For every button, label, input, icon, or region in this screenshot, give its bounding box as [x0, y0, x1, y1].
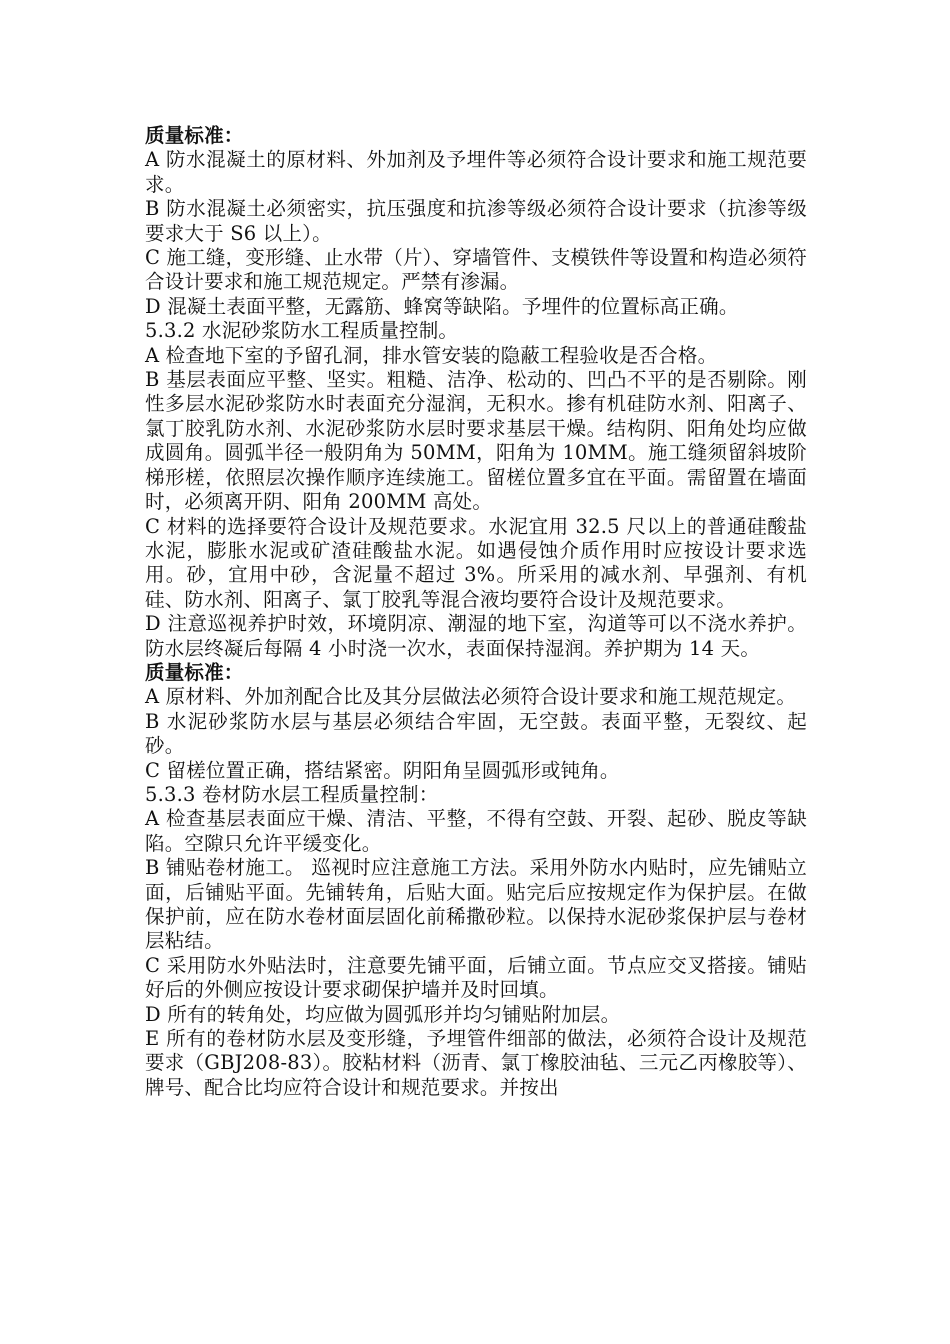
paragraph: D 注意巡视养护时效，环境阴凉、潮湿的地下室，沟道等可以不浇水养护。防水层终凝后每隔 4 小时浇一次水，表面保持湿润。养护期为 14 天。 — [145, 612, 807, 660]
paragraph: A 防水混凝土的原材料、外加剂及予埋件等必须符合设计要求和施工规范要求。 — [145, 148, 807, 196]
paragraph: C 施工缝，变形缝、止水带（片）、穿墙管件、支模铁件等设置和构造必须符合设计要求和施工规范规定。严禁有渗漏。 — [145, 246, 807, 294]
paragraph: D 混凝土表面平整，无露筋、蜂窝等缺陷。予埋件的位置标高正确。 — [145, 294, 739, 318]
document-body — [145, 124, 807, 1100]
paragraph: D 所有的转角处，均应做为圆弧形并均匀铺贴附加层。 — [145, 1002, 621, 1026]
paragraph: E 所有的卷材防水层及变形缝，予埋管件细部的做法，必须符合设计及规范要求（GBJ208-83）。胶粘材料（沥青、氯丁橡胶油毡、三元乙丙橡胶等）、牌号、配合比均应符合设计和规范要求。并按出 — [145, 1027, 807, 1099]
paragraph: B 铺贴卷材施工。 巡视时应注意施工方法。采用外防水内贴时，应先铺贴立面，后铺贴平面。先铺转角，后贴大面。贴完后应按规定作为保护层。在做保护前，应在防水卷材面层固化前稀撒砂粒。以保持水泥砂浆保护层与卷材层粘结。 — [145, 856, 807, 953]
paragraph: C 材料的选择要符合设计及规范要求。水泥宜用 32.5 尺以上的普通硅酸盐水泥，膨胀水泥或矿渣硅酸盐水泥。如遇侵蚀介质作用时应按设计要求选用。砂，宜用中砂，含泥量不超过 3%。所采用的减水剂、早强剂、有机硅、防水剂、阳离子、氯丁胶乳等混合液均要符合设计及规范要求。 — [145, 514, 807, 611]
paragraph: B 基层表面应平整、坚实。粗糙、洁净、松动的、凹凸不平的是否剔除。刚性多层水泥砂浆防水时表面充分湿润，无积水。掺有机硅防水剂、阳离子、氯丁胶乳防水剂、水泥砂浆防水层时要求基层干燥。结构阴、阳角处均应做成圆角。圆弧半径一般阴角为 50MM，阳角为 10MM。施工缝须留斜坡阶梯形槎，依照层次操作顺序连续施工。留槎位置多宜在平面。需留置在墙面时，必须离开阴、阳角 200MM 高处。 — [145, 368, 807, 514]
heading-quality-standard: 质量标准： — [145, 124, 244, 147]
paragraph: A 检查基层表面应干燥、清洁、平整，不得有空鼓、开裂、起砂、脱皮等缺陷。空隙只允许平缓变化。 — [145, 807, 807, 855]
paragraph: B 防水混凝土必须密实，抗压强度和抗渗等级必须符合设计要求（抗渗等级要求大于 S6 以上）。 — [145, 197, 807, 245]
paragraph: C 采用防水外贴法时，注意要先铺平面，后铺立面。节点应交叉搭接。铺贴好后的外侧应按设计要求砌保护墙并及时回填。 — [145, 953, 807, 1002]
paragraph: A 原材料、外加剂配合比及其分层做法必须符合设计要求和施工规范规定。 — [145, 685, 797, 709]
paragraph: C 留槎位置正确，搭结紧密。阴阳角呈圆弧形或钝角。 — [145, 758, 620, 782]
section-heading: 5.3.3 卷材防水层工程质量控制： — [145, 782, 439, 806]
section-heading: 5.3.2 水泥砂浆防水工程质量控制。 — [145, 319, 459, 343]
paragraph: B 水泥砂浆防水层与基层必须结合牢固，无空鼓。表面平整，无裂纹、起砂。 — [145, 709, 807, 758]
paragraph: A 检查地下室的予留孔洞，排水管安装的隐蔽工程验收是否合格。 — [145, 343, 718, 367]
heading-quality-standard: 质量标准： — [145, 660, 244, 684]
